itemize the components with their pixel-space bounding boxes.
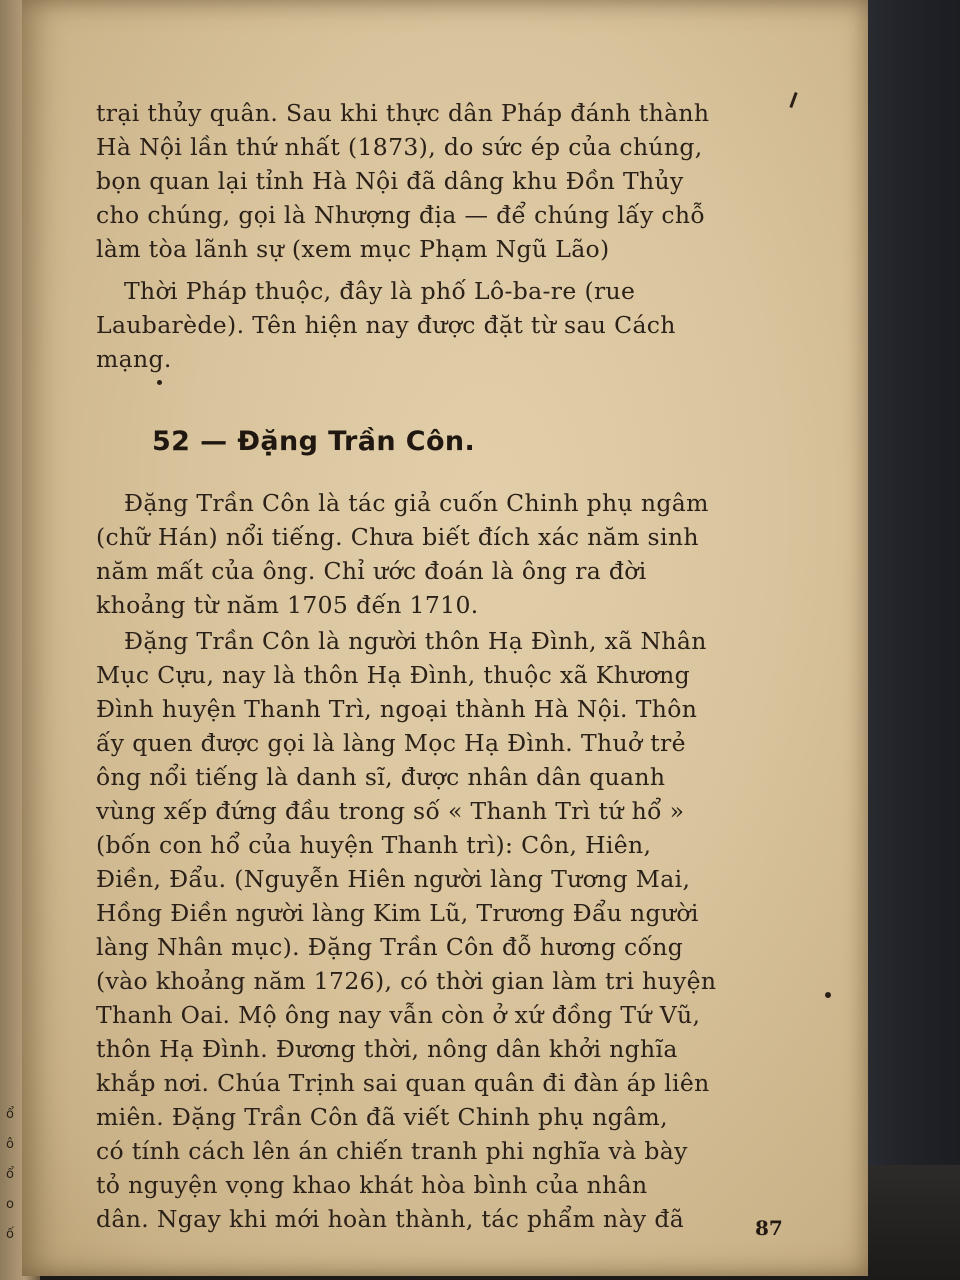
body-text — [96, 96, 792, 376]
text-line: Điền, Đẩu. (Nguyễn Hiên người làng Tương Mai, — [96, 865, 691, 893]
text-line: mạng. — [96, 345, 172, 373]
text-line: cho chúng, gọi là Nhượng địa — để chúng lấy chỗ — [96, 201, 706, 229]
text-line: ấy quen được gọi là làng Mọc Hạ Đình. Thuở trẻ — [96, 729, 686, 757]
ink-speck — [825, 992, 831, 998]
text-line: bọn quan lại tỉnh Hà Nội đã dâng khu Đồn Thủy — [96, 167, 684, 195]
text-line: ông nổi tiếng là danh sĩ, được nhân dân quanh — [96, 763, 666, 791]
text-line: (bốn con hổ của huyện Thanh trì): Côn, Hiên, — [96, 831, 652, 859]
paragraph — [96, 486, 792, 622]
text-line: Laubarède). Tên hiện nay được đặt từ sau Cách — [96, 311, 676, 339]
facing-page-fragment: ổ — [6, 1167, 14, 1182]
text-line: miên. Đặng Trần Côn đã viết Chinh phụ ngâm, — [96, 1103, 668, 1131]
text-line: dân. Ngay khi mới hoàn thành, tác phẩm này đã — [96, 1205, 685, 1233]
text-line: Đặng Trần Côn là tác giả cuốn Chinh phụ ngâm — [124, 489, 709, 517]
text-line: năm mất của ông. Chỉ ước đoán là ông ra đời — [96, 557, 647, 585]
facing-page-fragment: o — [6, 1197, 14, 1212]
text-line: vùng xếp đứng đầu trong số « Thanh Trì tứ hổ » — [96, 797, 685, 825]
paragraph-continuation — [96, 96, 792, 266]
paragraph — [96, 274, 792, 376]
text-line: thôn Hạ Đình. Đương thời, nông dân khởi nghĩa — [96, 1035, 678, 1063]
section-heading: 52 — Đặng Trần Côn. — [152, 426, 476, 457]
text-line: tỏ nguyện vọng khao khát hòa bình của nhân — [96, 1171, 648, 1199]
text-line: Mục Cựu, nay là thôn Hạ Đình, thuộc xã Khương — [96, 661, 691, 689]
ink-speck — [157, 380, 162, 385]
text-line: Thanh Oai. Mộ ông nay vẫn còn ở xứ đồng Tứ Vũ, — [96, 1001, 701, 1029]
text-line: Thời Pháp thuộc, đây là phố Lô-ba-re (rue — [124, 277, 636, 305]
book-page — [22, 0, 868, 1276]
facing-page-text-fragments — [6, 1100, 18, 1260]
text-line: khắp nơi. Chúa Trịnh sai quan quân đi đàn áp liên — [96, 1069, 710, 1097]
text-line: khoảng từ năm 1705 đến 1710. — [96, 591, 479, 619]
text-line: Hồng Điền người làng Kim Lũ, Trương Đẩu người — [96, 899, 699, 927]
paragraph — [96, 624, 792, 1236]
text-line: Đình huyện Thanh Trì, ngoại thành Hà Nội. Thôn — [96, 695, 698, 723]
text-line: Hà Nội lần thứ nhất (1873), do sức ép của chúng, — [96, 133, 703, 161]
facing-page-fragment: ố — [6, 1227, 14, 1242]
facing-page-fragment: ổ — [6, 1107, 14, 1122]
facing-page-fragment: ô — [6, 1137, 14, 1152]
text-line: có tính cách lên án chiến tranh phi nghĩa và bày — [96, 1137, 688, 1165]
text-line: (vào khoảng năm 1726), có thời gian làm tri huyện — [96, 967, 717, 995]
text-line: Đặng Trần Côn là người thôn Hạ Đình, xã Nhân — [124, 627, 707, 655]
text-line: trại thủy quân. Sau khi thực dân Pháp đánh thành — [96, 99, 710, 127]
body-text-section — [96, 486, 792, 1236]
text-line: làm tòa lãnh sự (xem mục Phạm Ngũ Lão) — [96, 235, 610, 263]
text-line: làng Nhân mục). Đặng Trần Côn đỗ hương cống — [96, 933, 684, 961]
desk-background — [860, 0, 960, 1280]
text-line: (chữ Hán) nổi tiếng. Chưa biết đích xác năm sinh — [96, 523, 699, 551]
page-number: 87 — [755, 1216, 783, 1240]
